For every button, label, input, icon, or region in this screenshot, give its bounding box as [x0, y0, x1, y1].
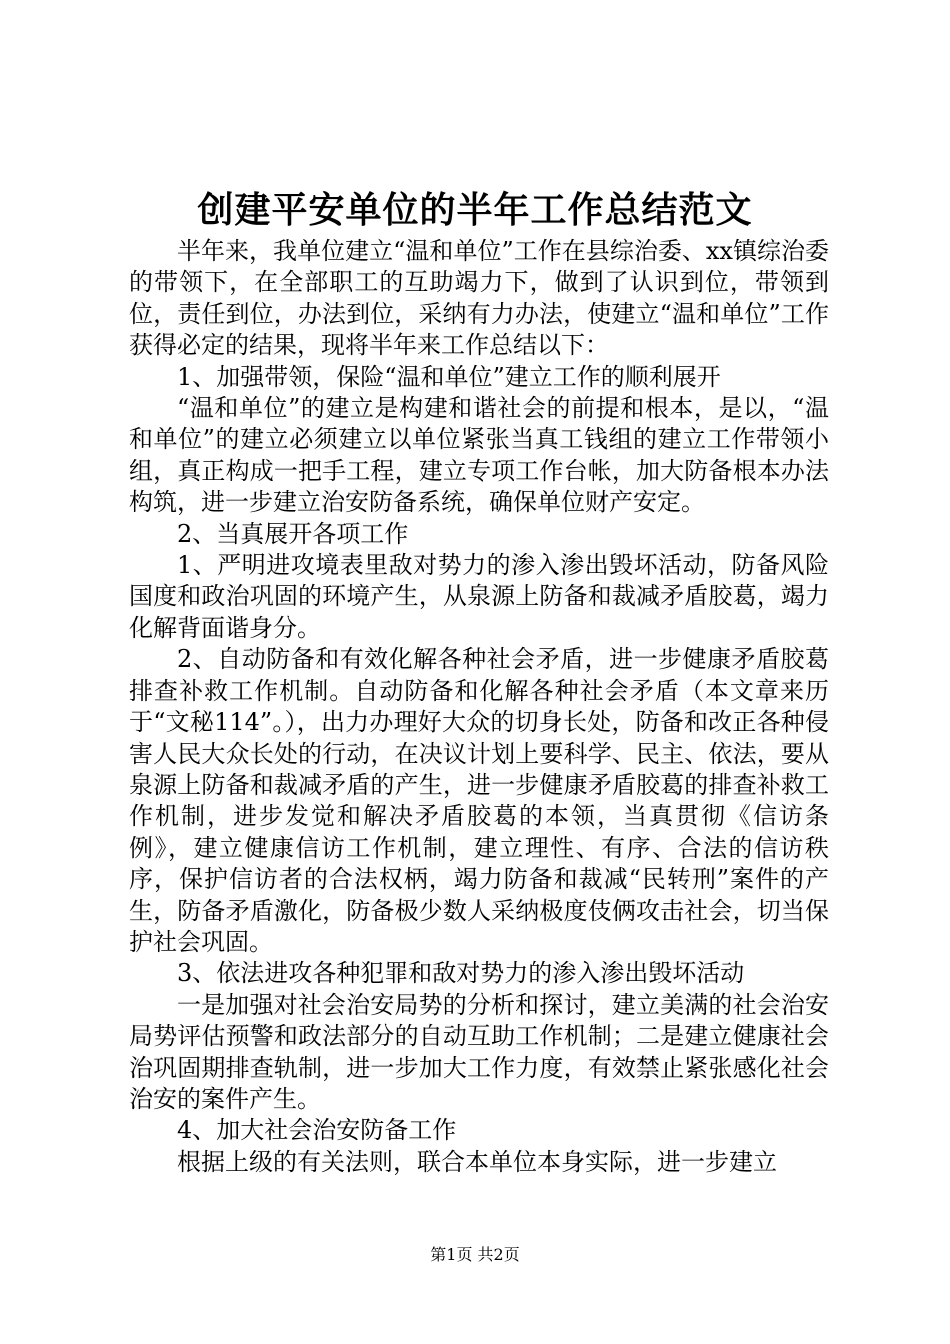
document-title: 创建平安单位的半年工作总结范文 [197, 189, 753, 231]
section-heading-2: 2、当真展开各项工作 [177, 519, 409, 548]
paragraph-intro: 半年来，我单位建立“温和单位”工作在县综治委、xx镇综治委的带领下，在全部职工的互助竭力下，做到了认识到位，带领到位，责任到位，办法到位，采纳有力办法，使建立“温和单位”工作获得必定的结果，现将半年来工作总结以下： [129, 237, 829, 360]
page-number-footer: 第1页 共2页 [430, 1245, 520, 1264]
section-heading-4: 4、加大社会治安防备工作 [177, 1116, 457, 1145]
document-body [129, 236, 829, 1178]
paragraph-item-2: 2、自动防备和有效化解各种社会矛盾，进一步健康矛盾胶葛排查补救工作机制。自动防备和化解各种社会矛盾（本文章来历于“文秘114”。），出力办理好大众的切身长处，防备和改正各种侵害人民大众长处的行动，在决议计划上要科学、民主、依法，要从泉源上防备和裁减矛盾的产生，进一步健康矛盾胶葛的排查补救工作机制，进步发觉和解决矛盾胶葛的本领，当真贯彻《信访条例》，建立健康信访工作机制，建立理性、有序、合法的信访秩序，保护信访者的合法权柄，竭力防备和裁减“民转刑”案件的产生，防备矛盾激化，防备极少数人采纳极度伎俩攻击社会，切当保护社会巩固。 [129, 645, 829, 956]
paragraph-section-4: 根据上级的有关法则，联合本单位本身实际，进一步建立 [177, 1147, 777, 1176]
section-heading-1: 1、加强带领，保险“温和单位”建立工作的顺利展开 [177, 362, 721, 391]
paragraph-section-3: 一是加强对社会治安局势的分析和探讨，建立美满的社会治安局势评估预警和政法部分的自动互助工作机制；二是建立健康社会治巩固期排查轨制，进一步加大工作力度，有效禁止紧张感化社会治安的案件产生。 [129, 990, 829, 1113]
paragraph-section-1: “温和单位”的建立是构建和谐社会的前提和根本，是以，“温和单位”的建立必须建立以单位紧张当真工钱组的建立工作带领小组，真正构成一把手工程，建立专项工作台帐，加大防备根本办法构筑，进一步建立治安防备系统，确保单位财产安定。 [129, 394, 829, 517]
section-heading-3: 3、依法进攻各种犯罪和敌对势力的渗入渗出毁坏活动 [177, 959, 745, 988]
paragraph-item-1: 1、严明进攻境表里敌对势力的渗入渗出毁坏活动，防备风险国度和政治巩固的环境产生，从泉源上防备和裁减矛盾胶葛，竭力化解背面谐身分。 [129, 551, 829, 642]
